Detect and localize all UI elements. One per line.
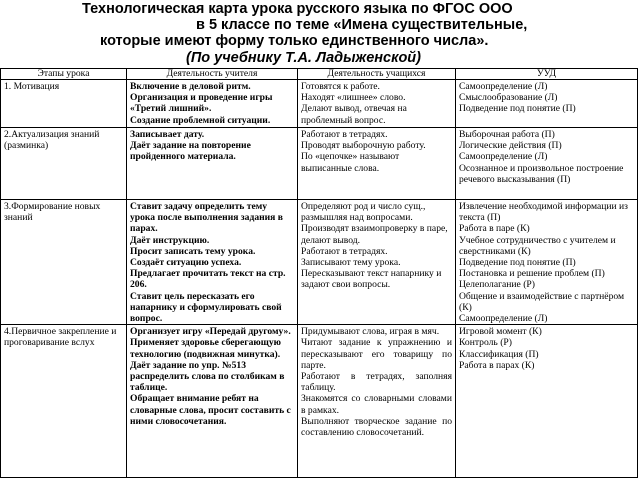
title-line-2: в 5 классе по теме «Имена существительные, [196, 17, 528, 33]
cell-line: Осознанное и произвольное построение речевого высказывания (П) [459, 162, 624, 185]
cell-students [298, 200, 456, 325]
cell-line: Работают в тетрадях. [301, 245, 388, 257]
cell-line: Находят «лишнее» слово. [301, 92, 406, 104]
cell-line: Обращает внимание ребят на словарные слова, просит составить с ними словосочетания. [130, 393, 291, 427]
cell-uud [456, 80, 638, 128]
cell-line: Предлагает прочитать текст на стр. 206. [130, 268, 286, 291]
cell-line: 2.Актуализация знаний (разминка) [4, 129, 100, 152]
cell-uud [456, 200, 638, 325]
lesson-plan-table [0, 68, 638, 478]
cell-students [298, 80, 456, 128]
cell-uud [456, 325, 638, 478]
cell-line: Читают задание к упражнению и пересказывают его товарищу по парте. [301, 337, 452, 371]
cell-line: Выборочная работа (П) [459, 129, 555, 140]
cell-teacher [127, 325, 298, 478]
cell-line: Организует игру «Передай другому». [130, 326, 291, 338]
cell-teacher [127, 200, 298, 325]
cell-line: Подведение под понятие (П) [459, 103, 576, 115]
cell-line: Ставит цель пересказать его напарнику и сформулировать свой вопрос. [130, 290, 282, 325]
header-stage: Этапы урока [1, 69, 127, 80]
cell-teacher [127, 128, 298, 200]
cell-line: По «цепочке» называют выписанные слова. [301, 151, 400, 174]
cell-line: Записывает дату. [130, 129, 205, 140]
cell-line: Знакомятся со словарными словами в рамках. [301, 393, 452, 416]
cell-teacher [127, 80, 298, 128]
table-header-row [1, 69, 638, 80]
cell-line: 1. Мотивация [4, 81, 60, 92]
table-row [1, 200, 638, 325]
cell-line: Готовятся к работе. [301, 81, 380, 92]
cell-line: Применяет здоровье сберегающую технологию (подвижная минутка). [130, 337, 281, 360]
table-row [1, 325, 638, 478]
cell-stage [1, 325, 127, 478]
header-teacher: Деятельность учителя [127, 69, 298, 80]
cell-line: Работа в парах (К) [459, 359, 535, 371]
cell-line: Подведение под понятие (П) [459, 257, 576, 269]
cell-stage [1, 200, 127, 325]
cell-line: Делают вывод, отвечая на проблемный вопрос. [301, 103, 407, 126]
cell-line: 4.Первичное закрепление и проговаривание вслух [4, 326, 117, 349]
cell-stage [1, 128, 127, 200]
title-line-4: (По учебнику Т.А. Ладыженской) [186, 50, 421, 66]
cell-line: Учебное сотрудничество с учителем и сверстниками (К) [459, 234, 616, 257]
header-students: Деятельность учащихся [298, 69, 456, 80]
cell-students [298, 325, 456, 478]
cell-line: Целеполагание (Р) [459, 279, 535, 291]
cell-line: Даёт инструкцию. [130, 234, 210, 246]
cell-line: Просит записать тему урока. [130, 245, 256, 257]
cell-line: Смыслообразование (Л) [459, 92, 558, 104]
cell-line: Извлечение необходимой информации из текста (П) [459, 201, 628, 224]
cell-line: Выполняют творческое задание по составлению словосочетаний. [301, 415, 452, 439]
cell-line: Ставит задачу определить тему урока после выполнения задания в парах. [130, 201, 283, 235]
cell-line: Работа в паре (К) [459, 223, 530, 235]
cell-line: Производят взаимопроверку в паре, делают вывод. [301, 223, 448, 246]
cell-line: Записывают тему урока. [301, 257, 401, 269]
cell-line: Самоопределение (Л) [459, 81, 548, 92]
cell-line: 3.Формирование новых знаний [4, 201, 101, 224]
cell-line: Классификация (П) [459, 348, 539, 360]
cell-line: Пересказывают текст напарнику и задают свои вопросы. [301, 268, 442, 291]
title-line-3: которые имеют форму только единственного числа». [100, 33, 489, 49]
cell-students [298, 128, 456, 200]
cell-line: Создание проблемной ситуации. [130, 114, 271, 126]
header-uud: УУД [456, 69, 638, 80]
cell-line: Общение и взаимодействие с партнёром (К) [459, 290, 625, 313]
cell-line: Определяют род и число сущ., размышляя над вопросами. [301, 201, 426, 224]
cell-uud [456, 128, 638, 200]
cell-line: Даёт задание по упр. №513 распределить слова по столбикам в таблице. [130, 359, 285, 394]
cell-line: Работают в тетрадях. [301, 129, 388, 140]
cell-line: Самоопределение (Л) [459, 313, 548, 325]
cell-line: Контроль (Р) [459, 337, 512, 349]
cell-line: Проводят выборочную работу. [301, 140, 426, 152]
cell-stage [1, 80, 127, 128]
cell-line: Игровой момент (К) [459, 326, 542, 338]
cell-line: Включение в деловой ритм. [130, 81, 251, 92]
cell-line: Даёт задание на повторение пройденного материала. [130, 140, 251, 163]
cell-line: Организация и проведение игры «Третий лишний». [130, 92, 273, 115]
cell-line: Создаёт ситуацию успеха. [130, 257, 242, 269]
cell-line: Самоопределение (Л) [459, 151, 548, 163]
title-line-1: Технологическая карта урока русского языка по ФГОС ООО [82, 1, 513, 17]
table-row [1, 128, 638, 200]
cell-line: Логические действия (П) [459, 140, 562, 152]
cell-line: Постановка и решение проблем (П) [459, 268, 605, 280]
table-row [1, 80, 638, 128]
cell-line: Работают в тетрадях, заполняя таблицу. [301, 371, 452, 394]
cell-line: Придумывают слова, играя в мяч. [301, 326, 440, 338]
